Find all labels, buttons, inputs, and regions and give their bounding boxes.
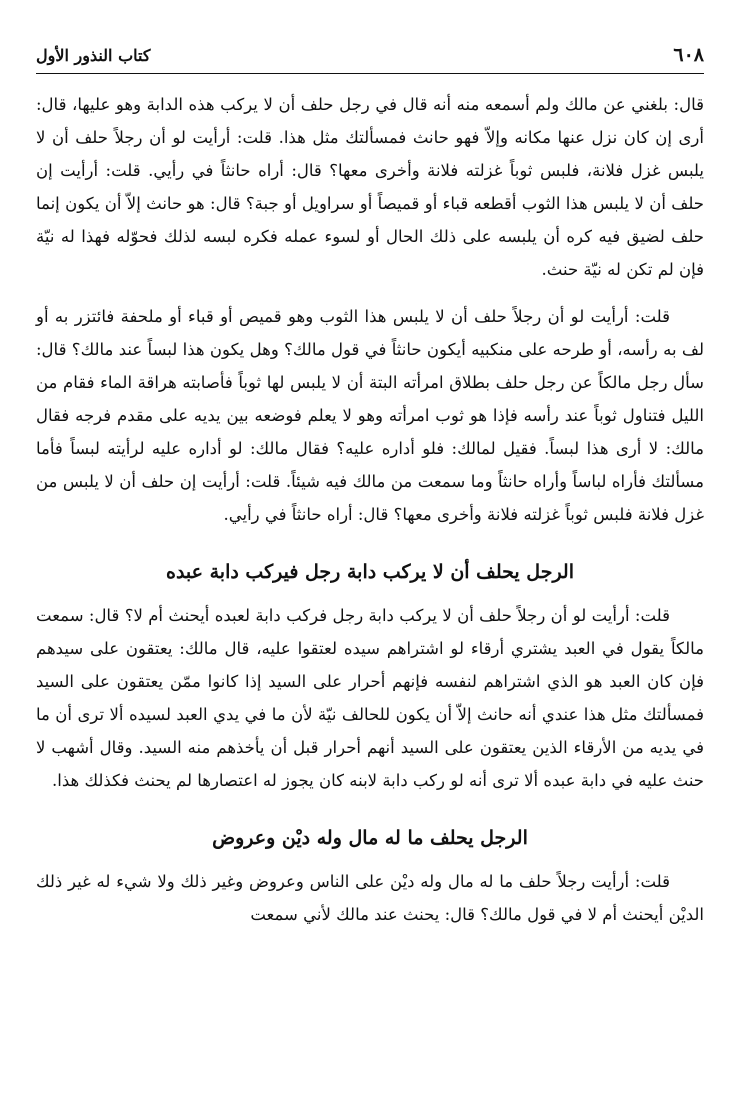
section-heading: الرجل يحلف ما له مال وله ديْن وعروض: [212, 827, 528, 849]
paragraph: قلت: أرأيت لو أن رجلاً حلف أن لا يركب دابة رجل فركب دابة لعبده أيحنث أم لا؟ قال: سمعت مالكاً يقول في العبد يشتري أرقاء لو اشتراهم سيده لعتقوا عليه، قال مالك: يعتقون على سيدهم فإن كان العبد هو الذي اشتراهم لنفسه فإنهم أحرار على السيد إذا كانوا ممّن يعتقون على السيد فمسألتك مثل هذا عندي أنه حانث إلاّ أن يكون للحالف نيّة لأن ما في يدي العبد لسيده ألا ترى أن ما في يديه من الأرقاء الذين يعتقون على السيد أنهم أحرار قبل أن يأخذهم منه السيد. وقال أشهب لا حنث عليه في دابة عبده ألا ترى أنه لو ركب دابة لابنه كان يجوز له اعتصارها لم يحنث فكذلك هذا.: [36, 606, 704, 790]
header-rule: [36, 73, 704, 74]
page-number: ٦٠٨: [673, 44, 704, 66]
paragraph: قال: بلغني عن مالك ولم أسمعه منه أنه قال في رجل حلف أن لا يركب هذه الدابة وهو عليها، قال: أرى إن كان نزل عنها مكانه وإلاّ فهو حانث فمسألتك مثل هذا. قلت: أرأيت لو أن رجلاً حلف أن لا يلبس غزل فلانة، فلبس ثوباً غزلته فلانة وأخرى معها؟ قال: أراه حانثاً في رأيي. قلت: أرأيت إن حلف أن لا يلبس هذا الثوب أقطعه قباء أو قميصاً أو سراويل أو جبة؟ قال: هو حانث إلاّ أن يكون إنما حلف لضيق فيه كره أن يلبسه على ذلك الحال أو لسوء عمله فكره لبسه لذلك فحوّله فهذا له نيّة فإن لم تكن له نيّة حنث.: [36, 95, 704, 279]
page-header: [36, 40, 704, 70]
paragraph: قلت: أرأيت لو أن رجلاً حلف أن لا يلبس هذا الثوب وهو قميص أو قباء أو ملحفة فائتزر به أو لف به رأسه، أو طرحه على منكبيه أيكون حانثاً في قول مالك؟ وهل يكون هذا لبساً عند مالك؟ قال: سأل رجل مالكاً عن رجل حلف بطلاق امرأته البتة أن لا يلبس لها ثوباً فأصابته هراقة الماء فقام من الليل فتناول ثوباً عند رأسه فإذا هو ثوب امرأته وهو لا يعلم فوضعه بين يديه على مقدم فرجه فقال مالك: لا أرى هذا لبساً. فقيل لمالك: فلو أداره عليه؟ فقال مالك: لو أداره عليه لرأيته لبساً فأما مسألتك فأراه لباساً وأراه حانثاً وما سمعت من مالك فيه شيئاً. قلت: أرأيت إن حلف أن لا يلبس من غزل فلانة فلبس ثوباً غزلته فلانة وأخرى معها؟ قال: أراه حانثاً في رأيي.: [36, 307, 704, 524]
page-body: [36, 88, 704, 945]
section-heading: الرجل يحلف أن لا يركب دابة رجل فيركب دابة عبده: [165, 561, 574, 583]
running-title: كتاب النذور الأول: [36, 45, 151, 65]
paragraph: قلت: أرأيت رجلاً حلف ما له مال وله ديْن على الناس وعروض وغير ذلك ولا شيء له غير ذلك الديْن أيحنث أم لا في قول مالك؟ قال: يحنث عند مالك لأني سمعت: [36, 872, 704, 924]
